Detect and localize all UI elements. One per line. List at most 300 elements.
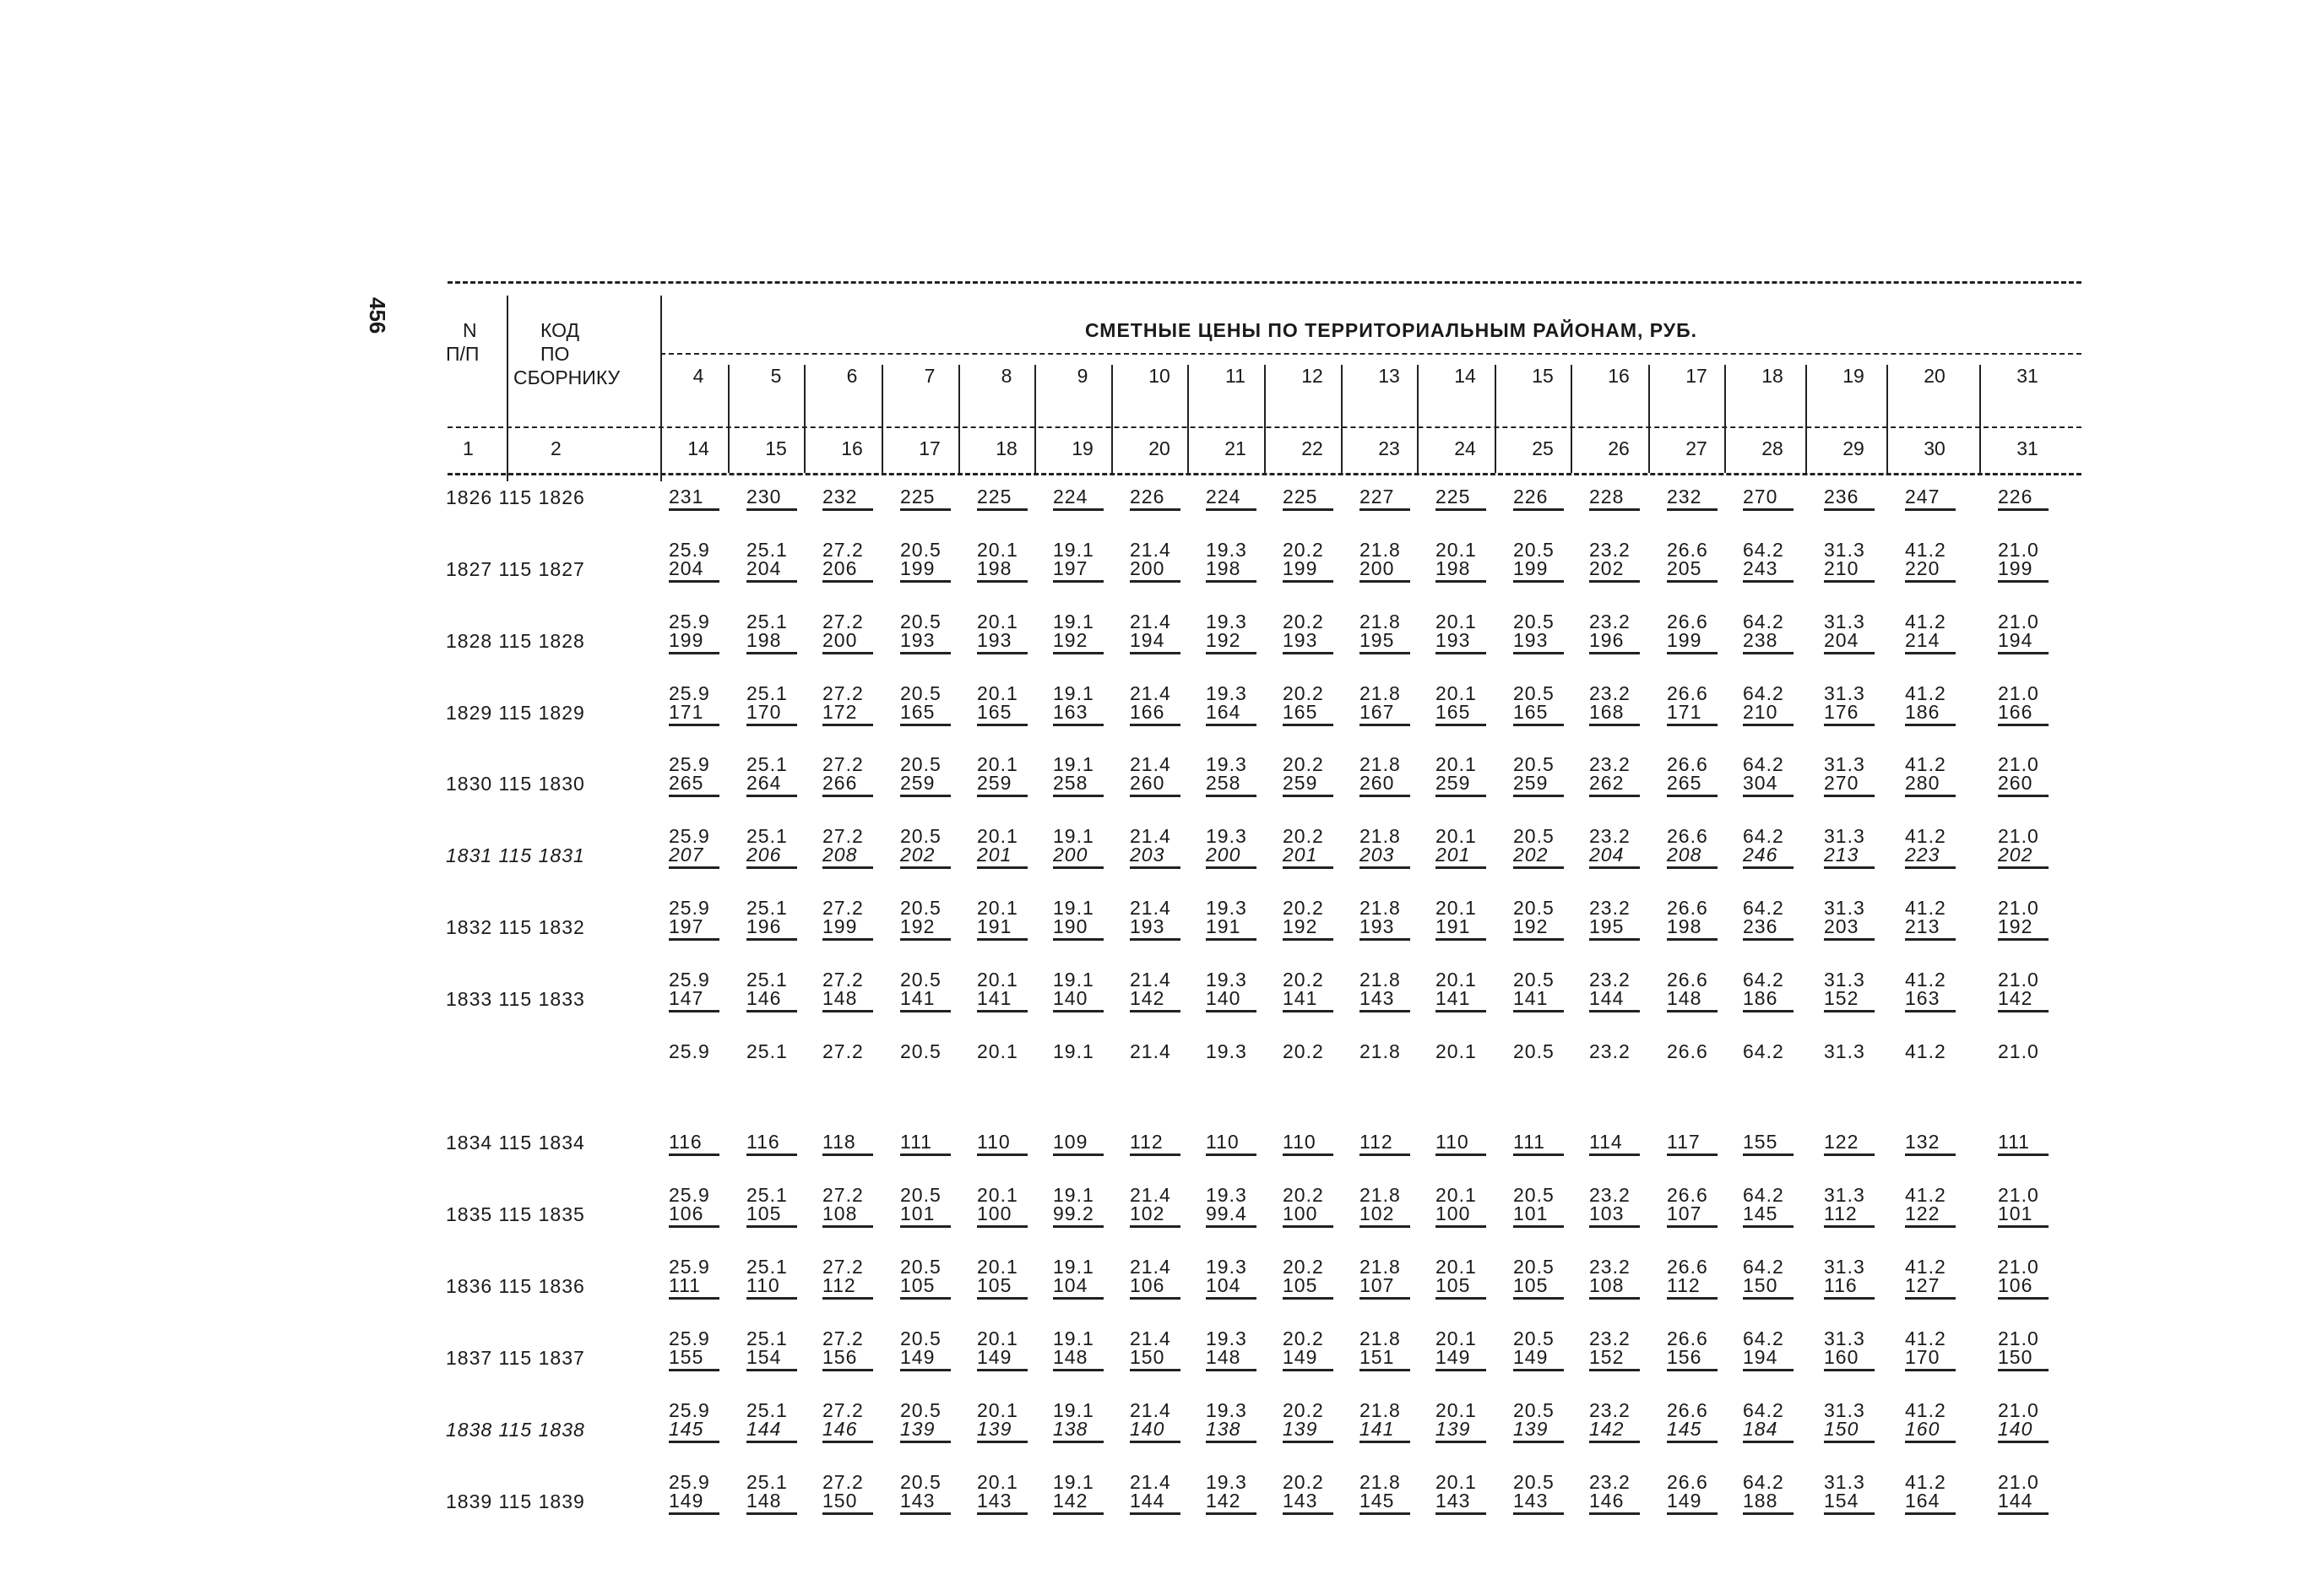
price-cell: 141 — [1359, 1417, 1435, 1447]
percent-cell: 21.0 — [1998, 825, 2039, 847]
price-cell: 116 — [1824, 1273, 1900, 1303]
price-cell: 198 — [746, 628, 822, 658]
price-cell: 200 — [1359, 556, 1435, 586]
percent-cell: 25.1 — [746, 1256, 788, 1278]
price-cell: 192 — [900, 915, 976, 944]
percent-cell: 21.0 — [1998, 1471, 2039, 1493]
price-cell: 163 — [1905, 986, 1981, 1016]
percent-cell: 27.2 — [822, 1184, 864, 1206]
price-cell: 149 — [669, 1489, 745, 1518]
header-sborniku: СБОРНИКУ — [513, 366, 621, 388]
percent-cell: 21.8 — [1359, 897, 1401, 919]
price-cell: 236 — [1743, 915, 1819, 944]
price-cell: 193 — [900, 628, 976, 658]
percent-cell: 20.2 — [1283, 539, 1324, 561]
percent-cell: 21.8 — [1359, 753, 1401, 775]
percent-cell: 21.8 — [1359, 825, 1401, 847]
column-divider — [1805, 365, 1807, 473]
percent-cell: 41.2 — [1905, 825, 1946, 847]
price-cell: 99.4 — [1206, 1202, 1282, 1231]
percent-cell: 31.3 — [1824, 611, 1865, 632]
price-cell: 270 — [1743, 485, 1819, 514]
column-divider — [958, 365, 960, 473]
price-cell: 104 — [1053, 1273, 1129, 1303]
price-cell: 144 — [1998, 1489, 2074, 1518]
price-cell: 144 — [746, 1417, 822, 1447]
column-number: 28 — [1761, 437, 1783, 459]
percent-cell: 25.9 — [669, 1399, 710, 1421]
price-cell: 243 — [1743, 556, 1819, 586]
percent-cell: 19.3 — [1206, 1040, 1247, 1062]
percent-cell: 41.2 — [1905, 682, 1946, 704]
price-cell: 151 — [1359, 1345, 1435, 1375]
price-cell: 110 — [746, 1273, 822, 1303]
percent-cell: 19.3 — [1206, 1256, 1247, 1278]
price-cell: 166 — [1130, 700, 1206, 730]
percent-cell: 64.2 — [1743, 1399, 1784, 1421]
price-cell: 238 — [1743, 628, 1819, 658]
price-cell: 101 — [900, 1202, 976, 1231]
price-cell: 101 — [1998, 1202, 2074, 1231]
price-cell: 184 — [1743, 1417, 1819, 1447]
region-header: 9 — [1077, 365, 1088, 387]
row-code: 1833 115 1833 — [446, 988, 585, 1010]
price-cell: 142 — [1130, 986, 1206, 1016]
price-cell: 198 — [977, 556, 1053, 586]
price-cell: 122 — [1824, 1130, 1900, 1159]
price-cell: 140 — [1998, 1417, 2074, 1447]
price-cell: 148 — [746, 1489, 822, 1518]
percent-cell: 21.0 — [1998, 1399, 2039, 1421]
price-cell: 171 — [669, 700, 745, 730]
percent-cell: 21.8 — [1359, 682, 1401, 704]
price-cell: 102 — [1130, 1202, 1206, 1231]
price-cell: 193 — [1513, 628, 1589, 658]
percent-cell: 64.2 — [1743, 611, 1784, 632]
percent-cell: 25.9 — [669, 1184, 710, 1206]
price-cell: 145 — [1667, 1417, 1743, 1447]
price-cell: 140 — [1206, 986, 1282, 1016]
percent-cell: 27.2 — [822, 1040, 864, 1062]
price-cell: 150 — [1130, 1345, 1206, 1375]
percent-cell: 25.9 — [669, 682, 710, 704]
price-cell: 213 — [1824, 843, 1900, 872]
price-cell: 110 — [1283, 1130, 1359, 1159]
region-header: 6 — [846, 365, 858, 387]
price-cell: 166 — [1998, 700, 2074, 730]
price-cell: 199 — [1283, 556, 1359, 586]
percent-cell: 20.5 — [900, 1040, 942, 1062]
price-cell: 196 — [746, 915, 822, 944]
percent-cell: 41.2 — [1905, 897, 1946, 919]
percent-cell: 64.2 — [1743, 969, 1784, 991]
percent-cell: 20.2 — [1283, 1327, 1324, 1349]
price-cell: 100 — [977, 1202, 1053, 1231]
price-cell: 199 — [822, 915, 898, 944]
percent-cell: 20.5 — [900, 682, 942, 704]
percent-cell: 20.1 — [1435, 1040, 1477, 1062]
price-cell: 156 — [822, 1345, 898, 1375]
price-cell: 109 — [1053, 1130, 1129, 1159]
price-cell: 258 — [1206, 771, 1282, 801]
price-cell: 146 — [746, 986, 822, 1016]
price-cell: 163 — [1053, 700, 1129, 730]
header-po: ПО — [540, 343, 570, 365]
price-cell: 99.2 — [1053, 1202, 1129, 1231]
price-cell: 112 — [822, 1273, 898, 1303]
price-cell: 139 — [1435, 1417, 1511, 1447]
price-cell: 192 — [1053, 628, 1129, 658]
row-code: 1829 115 1829 — [446, 702, 585, 724]
price-cell: 208 — [1667, 843, 1743, 872]
region-header: 16 — [1608, 365, 1630, 387]
price-cell: 160 — [1905, 1417, 1981, 1447]
price-cell: 226 — [1998, 485, 2074, 514]
price-cell: 112 — [1824, 1202, 1900, 1231]
percent-cell: 20.5 — [900, 753, 942, 775]
percent-cell: 19.3 — [1206, 753, 1247, 775]
price-cell: 108 — [1589, 1273, 1665, 1303]
price-cell: 201 — [1435, 843, 1511, 872]
percent-cell: 26.6 — [1667, 539, 1708, 561]
header-num-1: 1 — [463, 437, 474, 459]
price-cell: 232 — [1667, 485, 1743, 514]
price-cell: 266 — [822, 771, 898, 801]
price-cell: 165 — [900, 700, 976, 730]
price-cell: 111 — [1513, 1130, 1589, 1159]
percent-cell: 20.1 — [1435, 611, 1477, 632]
price-cell: 118 — [822, 1130, 898, 1159]
row-code: 1828 115 1828 — [446, 630, 585, 652]
percent-cell: 19.3 — [1206, 1327, 1247, 1349]
price-cell: 207 — [669, 843, 745, 872]
column-divider — [1648, 365, 1650, 473]
percent-cell: 20.5 — [1513, 1256, 1555, 1278]
percent-cell: 27.2 — [822, 825, 864, 847]
price-cell: 142 — [1053, 1489, 1129, 1518]
price-cell: 105 — [1283, 1273, 1359, 1303]
region-header: 18 — [1761, 365, 1783, 387]
price-cell: 154 — [1824, 1489, 1900, 1518]
percent-cell: 64.2 — [1743, 897, 1784, 919]
column-divider — [1886, 365, 1888, 473]
column-number: 24 — [1454, 437, 1476, 459]
price-cell: 168 — [1589, 700, 1665, 730]
percent-cell: 21.4 — [1130, 1256, 1171, 1278]
percent-cell: 25.9 — [669, 611, 710, 632]
price-cell: 140 — [1053, 986, 1129, 1016]
price-cell: 201 — [1283, 843, 1359, 872]
percent-cell: 20.1 — [977, 611, 1018, 632]
price-cell: 224 — [1206, 485, 1282, 514]
price-cell: 149 — [1667, 1489, 1743, 1518]
percent-cell: 20.5 — [900, 1399, 942, 1421]
percent-cell: 25.1 — [746, 539, 788, 561]
percent-cell: 41.2 — [1905, 1327, 1946, 1349]
price-cell: 193 — [1283, 628, 1359, 658]
percent-cell: 19.1 — [1053, 1327, 1094, 1349]
header-divider-1 — [507, 296, 508, 481]
price-cell: 141 — [1435, 986, 1511, 1016]
price-cell: 105 — [746, 1202, 822, 1231]
percent-cell: 20.2 — [1283, 1040, 1324, 1062]
price-cell: 260 — [1130, 771, 1206, 801]
price-cell: 200 — [1130, 556, 1206, 586]
percent-cell: 19.1 — [1053, 825, 1094, 847]
price-cell: 225 — [977, 485, 1053, 514]
percent-cell: 20.1 — [1435, 682, 1477, 704]
price-cell: 224 — [1053, 485, 1129, 514]
price-cell: 112 — [1359, 1130, 1435, 1159]
percent-cell: 31.3 — [1824, 539, 1865, 561]
price-cell: 100 — [1435, 1202, 1511, 1231]
percent-cell: 64.2 — [1743, 1256, 1784, 1278]
percent-cell: 27.2 — [822, 539, 864, 561]
percent-cell: 41.2 — [1905, 753, 1946, 775]
region-header: 14 — [1454, 365, 1476, 387]
percent-cell: 21.4 — [1130, 611, 1171, 632]
percent-cell: 20.1 — [977, 539, 1018, 561]
percent-cell: 20.2 — [1283, 825, 1324, 847]
price-cell: 225 — [900, 485, 976, 514]
percent-cell: 20.1 — [1435, 969, 1477, 991]
percent-cell: 19.1 — [1053, 897, 1094, 919]
percent-cell: 19.1 — [1053, 1471, 1094, 1493]
header-num-2: 2 — [551, 437, 562, 459]
price-cell: 210 — [1824, 556, 1900, 586]
column-divider — [1724, 365, 1726, 473]
percent-cell: 20.5 — [1513, 1327, 1555, 1349]
percent-cell: 25.9 — [669, 1256, 710, 1278]
price-cell: 139 — [900, 1417, 976, 1447]
percent-cell: 23.2 — [1589, 753, 1631, 775]
price-cell: 236 — [1824, 485, 1900, 514]
row-code: 1826 115 1826 — [446, 486, 585, 508]
percent-cell: 25.1 — [746, 825, 788, 847]
column-number: 31 — [2016, 437, 2038, 459]
percent-cell: 26.6 — [1667, 825, 1708, 847]
percent-cell: 25.1 — [746, 682, 788, 704]
price-cell: 170 — [746, 700, 822, 730]
percent-cell: 21.0 — [1998, 897, 2039, 919]
region-header: 4 — [692, 365, 704, 387]
percent-cell: 20.1 — [977, 1399, 1018, 1421]
percent-cell: 25.9 — [669, 825, 710, 847]
price-cell: 155 — [1743, 1130, 1819, 1159]
percent-cell: 20.1 — [1435, 825, 1477, 847]
price-cell: 165 — [1283, 700, 1359, 730]
percent-cell: 20.1 — [977, 969, 1018, 991]
price-cell: 202 — [1589, 556, 1665, 586]
percent-cell: 19.1 — [1053, 1040, 1094, 1062]
price-cell: 110 — [1206, 1130, 1282, 1159]
percent-cell: 20.5 — [900, 611, 942, 632]
column-number: 22 — [1301, 437, 1323, 459]
price-cell: 164 — [1206, 700, 1282, 730]
price-cell: 247 — [1905, 485, 1981, 514]
percent-cell: 25.1 — [746, 611, 788, 632]
column-number: 18 — [996, 437, 1018, 459]
price-cell: 204 — [1824, 628, 1900, 658]
region-header: 5 — [770, 365, 782, 387]
row-code: 1831 115 1831 — [446, 844, 585, 866]
price-cell: 107 — [1359, 1273, 1435, 1303]
price-cell: 150 — [1743, 1273, 1819, 1303]
percent-cell: 20.1 — [977, 1327, 1018, 1349]
column-divider — [1034, 365, 1036, 473]
percent-cell: 20.1 — [977, 682, 1018, 704]
price-cell: 214 — [1905, 628, 1981, 658]
price-cell: 143 — [1435, 1489, 1511, 1518]
price-cell: 139 — [1513, 1417, 1589, 1447]
row-code: 1832 115 1832 — [446, 916, 585, 938]
price-cell: 141 — [1513, 986, 1589, 1016]
percent-cell: 21.0 — [1998, 611, 2039, 632]
percent-cell: 20.1 — [1435, 539, 1477, 561]
percent-cell: 41.2 — [1905, 611, 1946, 632]
percent-cell: 19.3 — [1206, 682, 1247, 704]
column-number: 30 — [1924, 437, 1946, 459]
top-rule — [448, 281, 2081, 284]
percent-cell: 26.6 — [1667, 1256, 1708, 1278]
percent-cell: 25.9 — [669, 1327, 710, 1349]
percent-cell: 26.6 — [1667, 682, 1708, 704]
row-code: 1834 115 1834 — [446, 1132, 585, 1154]
price-cell: 210 — [1743, 700, 1819, 730]
percent-cell: 25.9 — [669, 539, 710, 561]
price-cell: 142 — [1206, 1489, 1282, 1518]
region-header: 19 — [1842, 365, 1864, 387]
price-cell: 304 — [1743, 771, 1819, 801]
price-cell: 191 — [977, 915, 1053, 944]
price-cell: 139 — [977, 1417, 1053, 1447]
price-cell: 198 — [1667, 915, 1743, 944]
price-cell: 106 — [1998, 1273, 2074, 1303]
percent-cell: 41.2 — [1905, 1471, 1946, 1493]
percent-cell: 20.2 — [1283, 682, 1324, 704]
percent-cell: 20.5 — [1513, 682, 1555, 704]
percent-cell: 27.2 — [822, 1327, 864, 1349]
percent-cell: 19.3 — [1206, 969, 1247, 991]
price-cell: 196 — [1589, 628, 1665, 658]
percent-cell: 20.1 — [977, 1040, 1018, 1062]
percent-cell: 25.1 — [746, 897, 788, 919]
column-divider — [1417, 365, 1419, 473]
column-number: 21 — [1224, 437, 1246, 459]
percent-cell: 31.3 — [1824, 969, 1865, 991]
price-cell: 202 — [900, 843, 976, 872]
percent-cell: 25.9 — [669, 897, 710, 919]
price-cell: 139 — [1283, 1417, 1359, 1447]
column-divider — [1341, 365, 1343, 473]
price-cell: 206 — [746, 843, 822, 872]
percent-cell: 19.1 — [1053, 753, 1094, 775]
price-cell: 194 — [1743, 1345, 1819, 1375]
region-header: 7 — [924, 365, 936, 387]
percent-cell: 20.1 — [1435, 1256, 1477, 1278]
percent-cell: 20.5 — [1513, 1184, 1555, 1206]
price-cell: 192 — [1513, 915, 1589, 944]
percent-cell: 41.2 — [1905, 1040, 1946, 1062]
percent-cell: 20.5 — [900, 1256, 942, 1278]
percent-cell: 23.2 — [1589, 682, 1631, 704]
price-cell: 204 — [746, 556, 822, 586]
price-cell: 176 — [1824, 700, 1900, 730]
percent-cell: 20.5 — [900, 539, 942, 561]
percent-cell: 20.2 — [1283, 611, 1324, 632]
percent-cell: 20.1 — [1435, 897, 1477, 919]
percent-cell: 21.8 — [1359, 611, 1401, 632]
price-cell: 270 — [1824, 771, 1900, 801]
row-code: 1835 115 1835 — [446, 1203, 585, 1225]
percent-cell: 21.8 — [1359, 539, 1401, 561]
percent-cell: 21.4 — [1130, 753, 1171, 775]
percent-cell: 20.5 — [900, 1471, 942, 1493]
price-cell: 142 — [1998, 986, 2074, 1016]
price-cell: 223 — [1905, 843, 1981, 872]
price-cell: 148 — [1667, 986, 1743, 1016]
price-cell: 156 — [1667, 1345, 1743, 1375]
percent-cell: 64.2 — [1743, 1040, 1784, 1062]
percent-cell: 20.5 — [1513, 825, 1555, 847]
price-cell: 260 — [1359, 771, 1435, 801]
price-cell: 200 — [822, 628, 898, 658]
region-header: 17 — [1685, 365, 1707, 387]
price-cell: 259 — [1513, 771, 1589, 801]
percent-cell: 41.2 — [1905, 969, 1946, 991]
column-divider — [804, 365, 806, 473]
percent-cell: 20.2 — [1283, 897, 1324, 919]
percent-cell: 23.2 — [1589, 539, 1631, 561]
price-cell: 197 — [669, 915, 745, 944]
price-cell: 145 — [1359, 1489, 1435, 1518]
percent-cell: 20.1 — [1435, 753, 1477, 775]
price-cell: 100 — [1283, 1202, 1359, 1231]
percent-cell: 19.3 — [1206, 539, 1247, 561]
column-divider — [1979, 365, 1981, 473]
column-divider — [1264, 365, 1266, 473]
price-cell: 101 — [1513, 1202, 1589, 1231]
price-cell: 148 — [1206, 1345, 1282, 1375]
percent-cell: 20.5 — [900, 897, 942, 919]
price-cell: 146 — [822, 1417, 898, 1447]
percent-cell: 27.2 — [822, 969, 864, 991]
percent-cell: 21.4 — [1130, 1471, 1171, 1493]
column-number: 16 — [841, 437, 863, 459]
price-cell: 264 — [746, 771, 822, 801]
percent-cell: 19.3 — [1206, 1184, 1247, 1206]
price-cell: 208 — [822, 843, 898, 872]
percent-cell: 31.3 — [1824, 753, 1865, 775]
price-cell: 193 — [1359, 915, 1435, 944]
price-cell: 165 — [1513, 700, 1589, 730]
price-cell: 192 — [1998, 915, 2074, 944]
percent-cell: 20.5 — [900, 969, 942, 991]
price-cell: 148 — [822, 986, 898, 1016]
price-cell: 195 — [1589, 915, 1665, 944]
price-cell: 186 — [1905, 700, 1981, 730]
price-cell: 188 — [1743, 1489, 1819, 1518]
price-cell: 149 — [1513, 1345, 1589, 1375]
price-cell: 225 — [1435, 485, 1511, 514]
percent-cell: 23.2 — [1589, 1184, 1631, 1206]
price-cell: 104 — [1206, 1273, 1282, 1303]
percent-cell: 25.1 — [746, 1471, 788, 1493]
price-cell: 165 — [977, 700, 1053, 730]
percent-cell: 25.9 — [669, 1040, 710, 1062]
price-cell: 193 — [1130, 915, 1206, 944]
price-cell: 143 — [1513, 1489, 1589, 1518]
